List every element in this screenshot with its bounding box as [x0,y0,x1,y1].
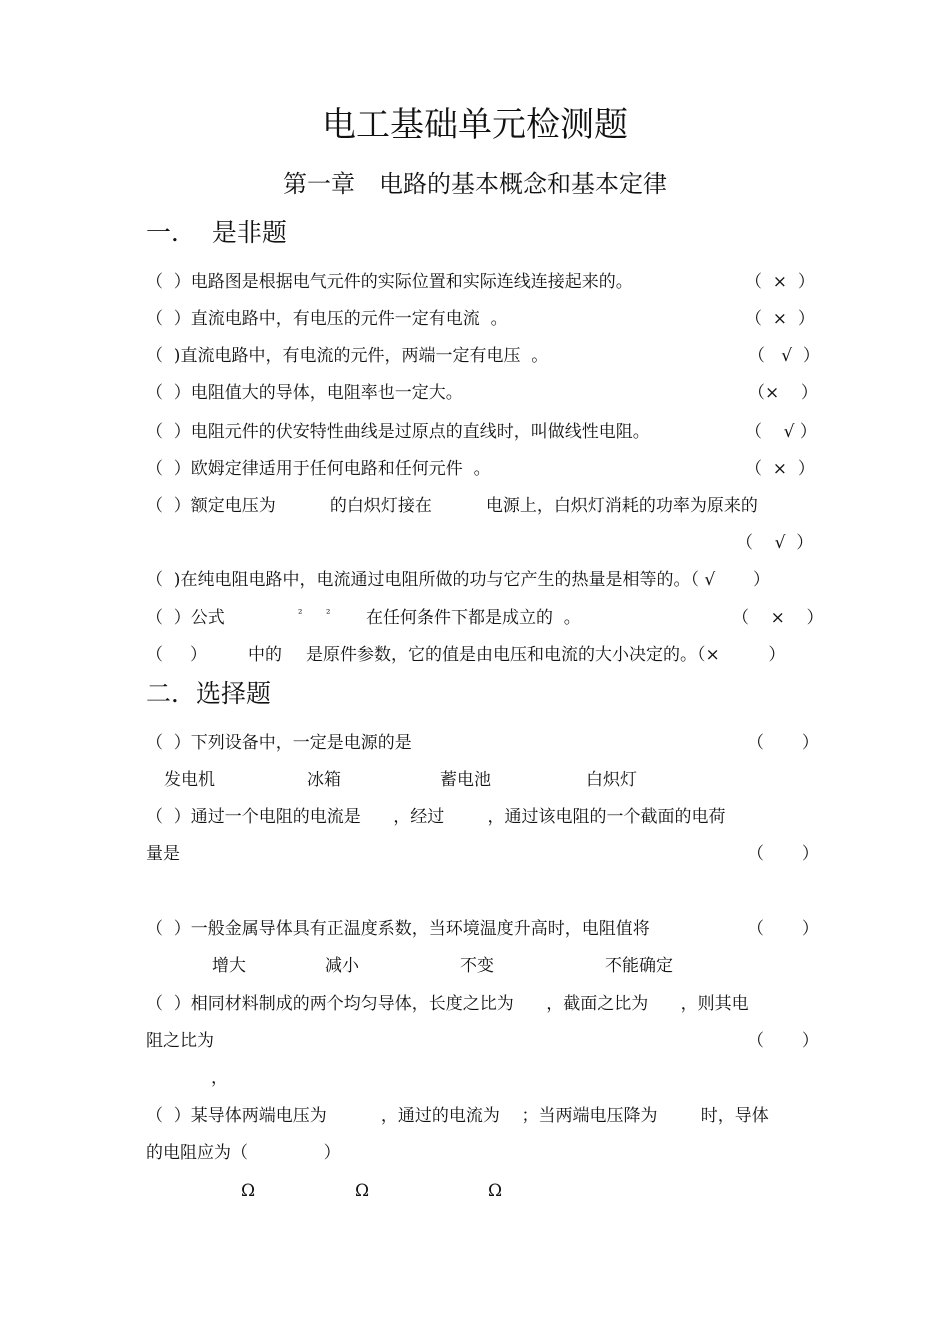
mc-answer-4: （ ） [747,1031,819,1051]
tf-question-10: （ ） [146,645,208,665]
mc-3-option-3: 不变 [460,956,494,976]
tf-question-9-tail: 在任何条件下都是成立的 。 [366,608,581,628]
tf-answer-3: （ √ ） [748,346,820,366]
tf-answer-2: （ × ） [745,309,815,329]
section-heading-multiple-choice: 二．选择题 [146,679,272,708]
mc-1-option-2: 冰箱 [307,770,341,790]
mc-question-5-line-2: 的电阻应为（ ） [146,1143,341,1163]
tf-question-7: （ ）额定电压为 的白炽灯接在 电源上，白炽灯消耗的功率为原来的 [146,496,758,516]
tf-question-2: （ ）直流电路中，有电压的元件一定有电流 。 [146,309,508,329]
mc-4-extra-comma: ， [211,1068,228,1088]
tf-question-9: （ ）公式 [146,608,225,628]
chapter-subtitle: 第一章 电路的基本概念和基本定律 [283,170,667,198]
tf-answer-6: （ × ） [745,459,815,479]
section-heading-true-false: 一． 是非题 [146,218,287,247]
mc-answer-3: （ ） [747,919,819,939]
tf-answer-1: （ × ） [745,272,815,292]
tf-answer-7: （ √ ） [736,533,814,553]
mc-question-2-line-2: 量是 [146,844,180,864]
mc-question-1: （ ）下列设备中，一定是电源的是 [146,733,412,753]
tf-question-9-superscript-2: ² [326,607,331,620]
tf-answer-4: （× ） [748,383,818,403]
mc-question-4: （ ）相同材料制成的两个均匀导体，长度之比为 ，截面之比为 ，则其电 [146,994,749,1014]
mc-answer-2: （ ） [747,844,819,864]
mc-question-5: （ ）某导体两端电压为 ，通过的电流为 ；当两端电压降为 时，导体 [146,1106,769,1126]
mc-5-option-1: Ω [241,1181,256,1201]
mc-1-option-4: 白炽灯 [586,770,637,790]
mc-3-option-1: 增大 [212,956,246,976]
mc-1-option-3: 蓄电池 [440,770,491,790]
tf-answer-9: （ × ） [732,608,824,628]
tf-question-9-superscript-1: ² [298,607,303,620]
tf-question-4: （ ）电阻值大的导体，电阻率也一定大。 [146,383,463,403]
tf-answer-5: （ √ ） [745,422,817,442]
tf-question-5: （ ）电阻元件的伏安特性曲线是过原点的直线时，叫做线性电阻。 [146,422,650,442]
tf-question-1: （ ）电路图是根据电气元件的实际位置和实际连线连接起来的。 [146,272,633,292]
tf-question-6: （ ）欧姆定律适用于任何电路和任何元件 。 [146,459,491,479]
mc-3-option-2: 减小 [325,956,359,976]
tf-question-10-part-2: 是原件参数，它的值是由电压和电流的大小决定的。（× ） [306,645,786,665]
mc-3-option-4: 不能确定 [605,956,673,976]
mc-answer-1: （ ） [747,733,819,753]
mc-question-3: （ ）一般金属导体具有正温度系数，当环境温度升高时，电阻值将 [146,919,650,939]
mc-question-4-line-2: 阻之比为 [146,1031,214,1051]
tf-question-3: （ )直流电路中，有电流的元件，两端一定有电压 。 [146,346,549,366]
page-title: 电工基础单元检测题 [322,105,628,145]
mc-question-2: （ ）通过一个电阻的电流是 ，经过 ，通过该电阻的一个截面的电荷 [146,807,726,827]
tf-question-10-part-1: 中的 [248,645,282,665]
mc-1-option-1: 发电机 [164,770,215,790]
mc-5-option-2: Ω [355,1181,370,1201]
tf-question-8: （ )在纯电阻电路中，电流通过电阻所做的功与它产生的热量是相等的。（ √ ） [146,570,771,590]
mc-5-option-3: Ω [488,1181,503,1201]
